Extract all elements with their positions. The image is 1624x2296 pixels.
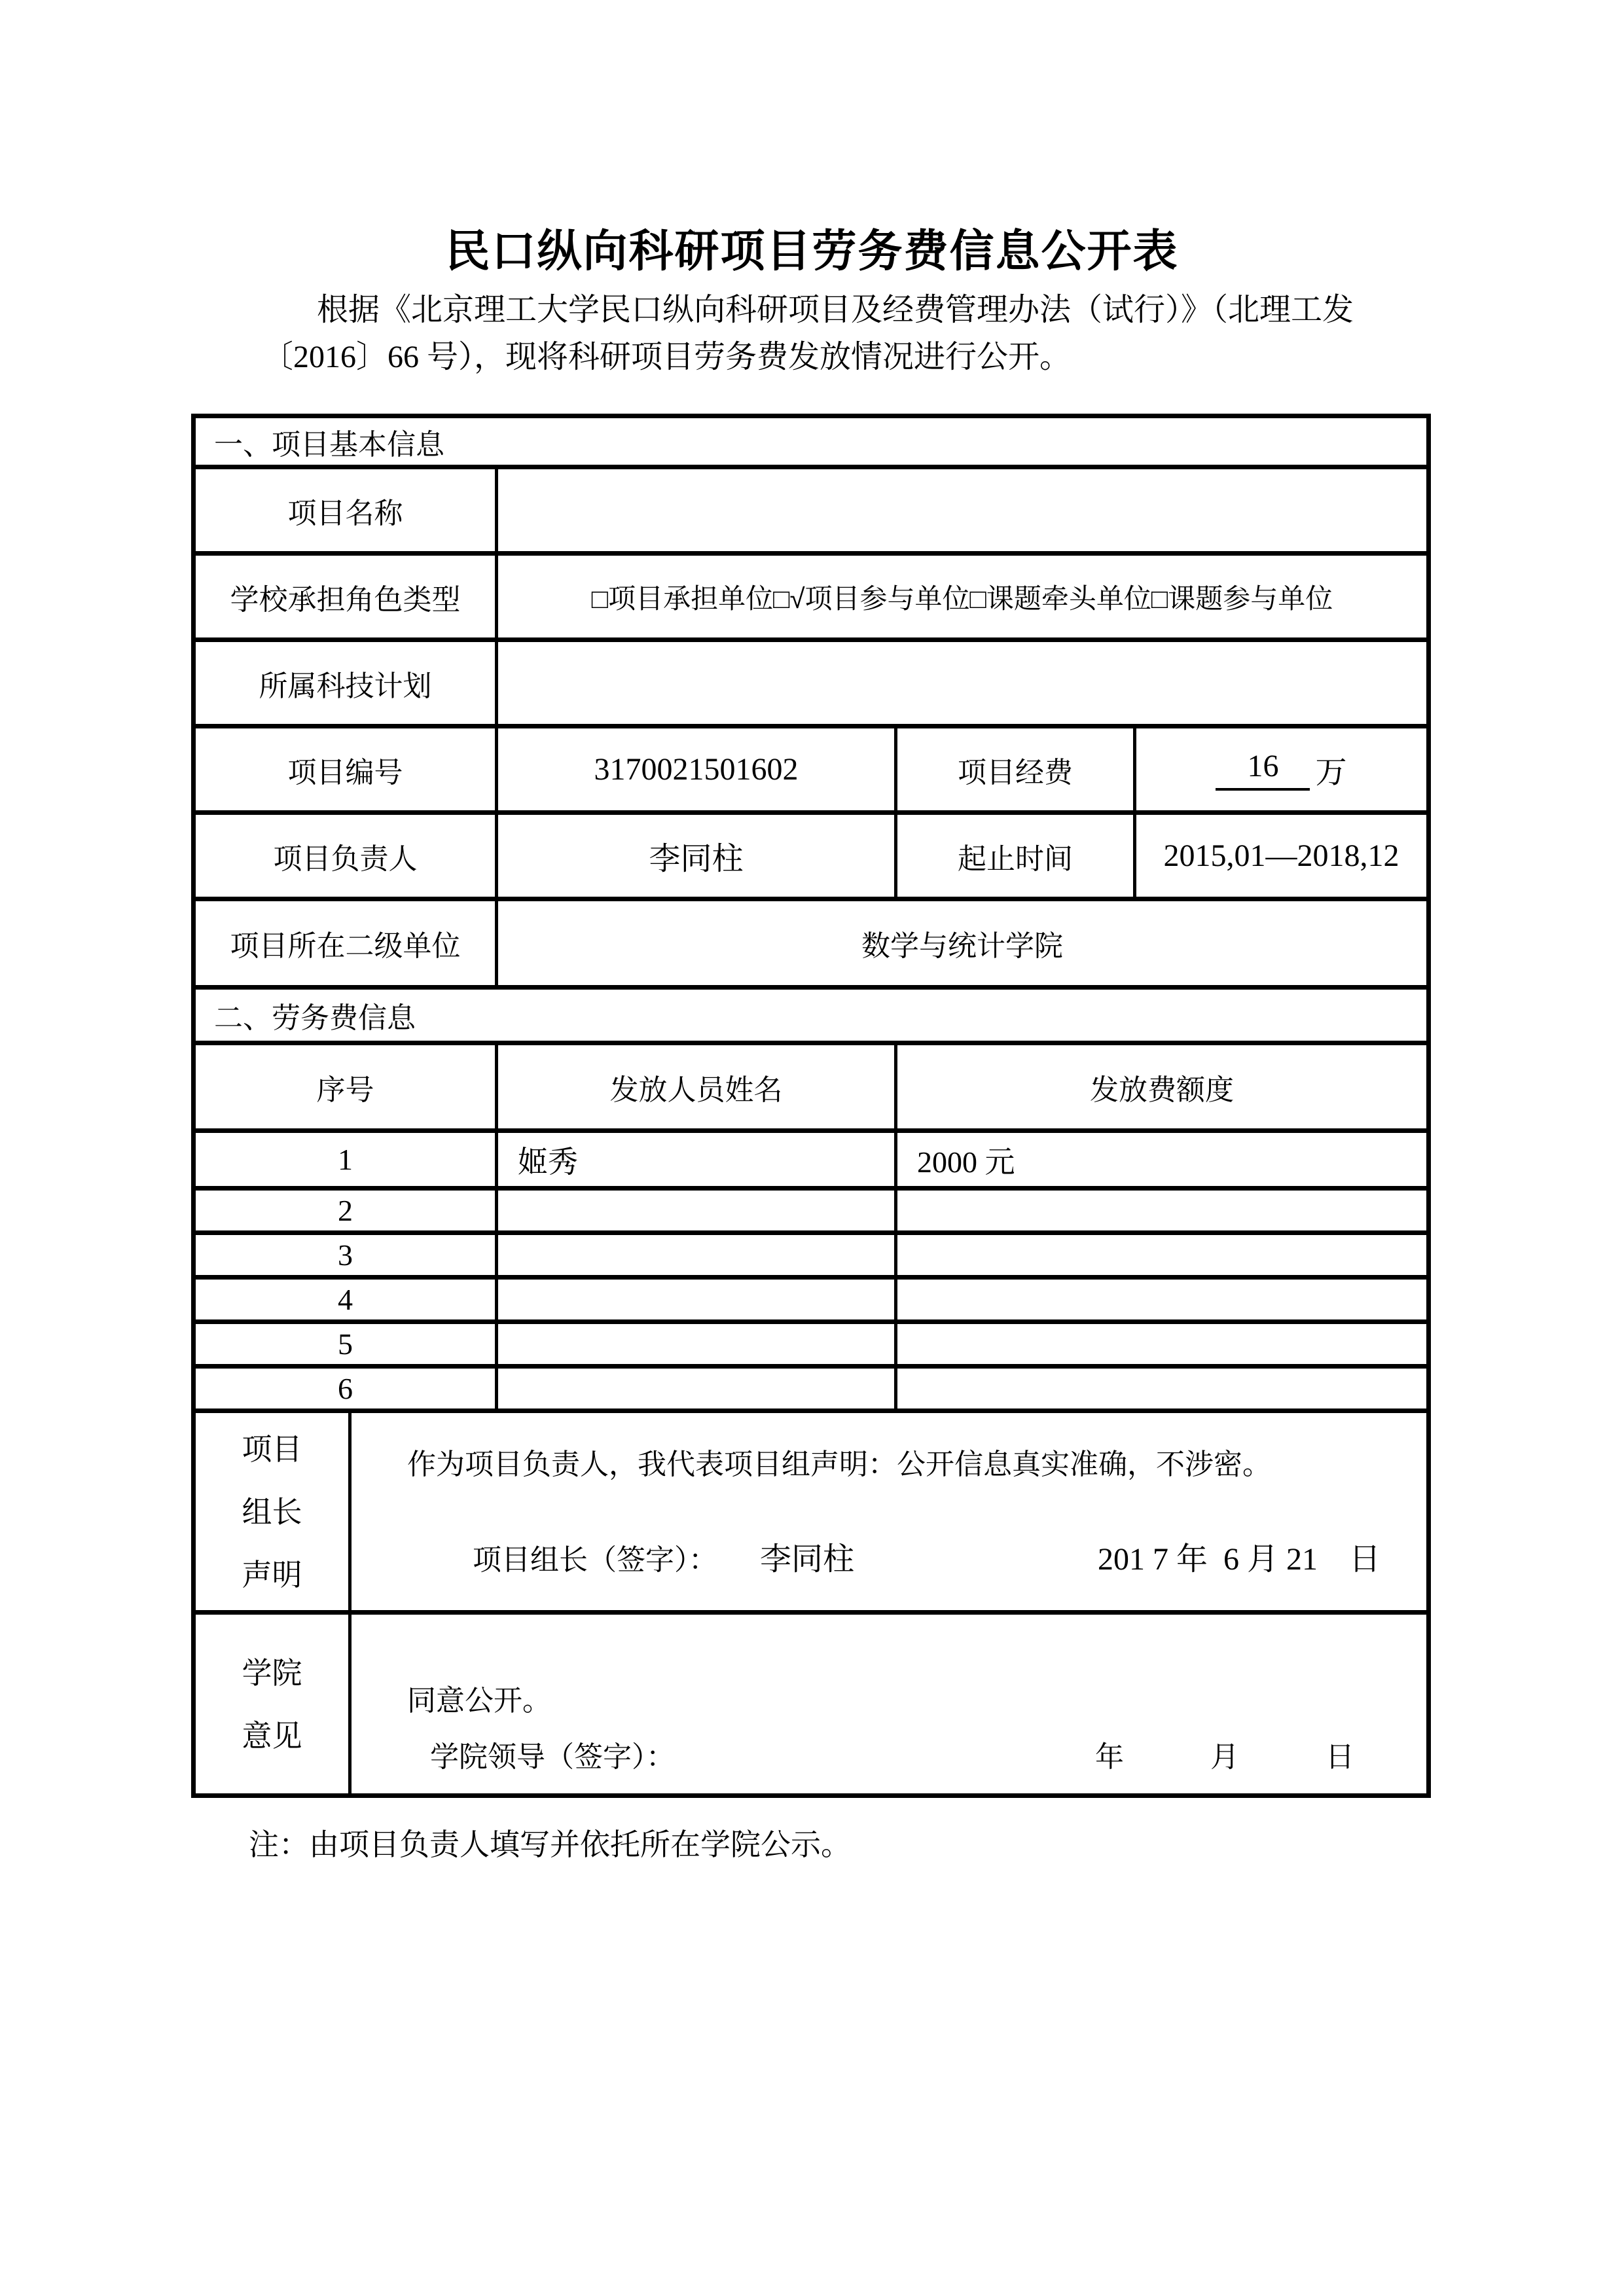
- fee-row-amount: 2000 元: [917, 1145, 1015, 1179]
- opinion-sign-label: 学院领导（签字）：: [430, 1741, 675, 1773]
- program-label: 所属科技计划: [196, 642, 498, 724]
- fee-col-name: 发放人员姓名: [498, 1045, 897, 1128]
- leader-statement-label-line: 组长: [242, 1494, 302, 1529]
- opinion-date-placeholder: 年 月 日: [1095, 1741, 1354, 1773]
- program-value: [498, 642, 1426, 724]
- fee-row-amount: [897, 1369, 1426, 1408]
- fee-col-no: 序号: [196, 1045, 498, 1128]
- fee-table-header-row: [196, 1045, 1426, 1133]
- fee-row-no: 4: [196, 1280, 498, 1319]
- college-opinion-row: [196, 1615, 1426, 1793]
- pi-label: 项目负责人: [196, 815, 498, 897]
- project-no-row: [196, 728, 1426, 815]
- leader-statement-label: [196, 1413, 352, 1610]
- fee-row-amount: [897, 1280, 1426, 1319]
- intro-line-2: 〔2016〕66 号），现将科研项目劳务费发放情况进行公开。: [262, 340, 1072, 374]
- project-no-value: 3170021501602: [498, 728, 897, 810]
- intro-paragraph: [262, 287, 1420, 381]
- section2-header-row: [196, 990, 1426, 1045]
- statement-sign-date: 201 7 年 6 月 21 日: [1097, 1542, 1380, 1577]
- statement-signature-line: [352, 1534, 1426, 1579]
- form-table: [191, 414, 1431, 1798]
- section1-header: 一、项目基本信息: [214, 428, 444, 461]
- fee-col-amount: 发放费额度: [1090, 1073, 1234, 1106]
- fee-row-6: [196, 1369, 1426, 1413]
- funding-unit: 万: [1315, 755, 1347, 790]
- fee-row-2: [196, 1191, 1426, 1235]
- leader-statement-label-line: 项目: [242, 1431, 302, 1466]
- project-name-label: 项目名称: [196, 469, 498, 551]
- fee-row-no: 6: [196, 1369, 498, 1408]
- statement-sign-name: 李同柱: [760, 1542, 855, 1577]
- college-opinion-label-line: 学院: [242, 1655, 302, 1690]
- unit-value: 数学与统计学院: [861, 930, 1063, 962]
- fee-row-no: 2: [196, 1191, 498, 1230]
- fee-row-name: [498, 1235, 897, 1275]
- project-no-label: 项目编号: [196, 728, 498, 810]
- intro-line-1: 根据《北京理工大学民口纵向科研项目及经费管理办法（试行）》（北理工发: [317, 293, 1354, 327]
- pi-row: [196, 815, 1426, 901]
- fee-row-4: [196, 1280, 1426, 1324]
- pi-value: 李同柱: [498, 815, 897, 897]
- project-name-row: [196, 469, 1426, 556]
- duration-value: 2015,01—2018,12: [1163, 838, 1399, 873]
- college-opinion-body: [352, 1615, 1426, 1793]
- unit-label: 项目所在二级单位: [196, 901, 498, 985]
- fee-row-amount: [897, 1235, 1426, 1275]
- fee-row-5: [196, 1324, 1426, 1369]
- fee-row-3: [196, 1235, 1426, 1280]
- fee-row-name: 姬秀: [498, 1133, 897, 1186]
- fee-row-amount: [897, 1324, 1426, 1364]
- section2-header: 二、劳务费信息: [214, 1002, 416, 1034]
- program-row: [196, 642, 1426, 728]
- fee-row-name: [498, 1369, 897, 1408]
- fee-row-name: [498, 1191, 897, 1230]
- fee-row-no: 5: [196, 1324, 498, 1364]
- fee-row-no: 1: [196, 1133, 498, 1186]
- funding-label: 项目经费: [897, 728, 1136, 810]
- section1-header-row: [196, 418, 1426, 469]
- duration-label: 起止时间: [897, 815, 1136, 897]
- role-type-value: □项目承担单位□√项目参与单位□课题牵头单位□课题参与单位: [591, 583, 1333, 614]
- statement-text: 作为项目负责人，我代表项目组声明：公开信息真实准确，不涉密。: [407, 1448, 1271, 1480]
- leader-statement-row: [196, 1413, 1426, 1615]
- fee-row-name: [498, 1280, 897, 1319]
- page-title: 民口纵向科研项目劳务费信息公开表: [445, 226, 1179, 276]
- opinion-signature-line: [352, 1733, 1426, 1775]
- role-type-row: [196, 556, 1426, 642]
- role-type-label: 学校承担角色类型: [196, 556, 498, 637]
- funding-value-cell: [1136, 728, 1426, 810]
- unit-row: [196, 901, 1426, 990]
- fee-row-1: [196, 1133, 1426, 1191]
- opinion-text: 同意公开。: [407, 1685, 551, 1717]
- fee-row-no: 3: [196, 1235, 498, 1275]
- statement-signature-left: [473, 1534, 854, 1579]
- fee-row-amount: [897, 1191, 1426, 1230]
- footnote: 注：由项目负责人填写并依托所在学院公示。: [249, 1827, 851, 1861]
- college-opinion-label: [196, 1615, 352, 1793]
- leader-statement-label-line: 声明: [242, 1557, 302, 1592]
- college-opinion-label-line: 意见: [242, 1718, 302, 1753]
- funding-value: 16: [1216, 748, 1310, 791]
- fee-row-name: [498, 1324, 897, 1364]
- statement-sign-label: 项目组长（签字）：: [473, 1544, 717, 1576]
- leader-statement-body: [352, 1413, 1426, 1610]
- project-name-value: [498, 469, 1426, 551]
